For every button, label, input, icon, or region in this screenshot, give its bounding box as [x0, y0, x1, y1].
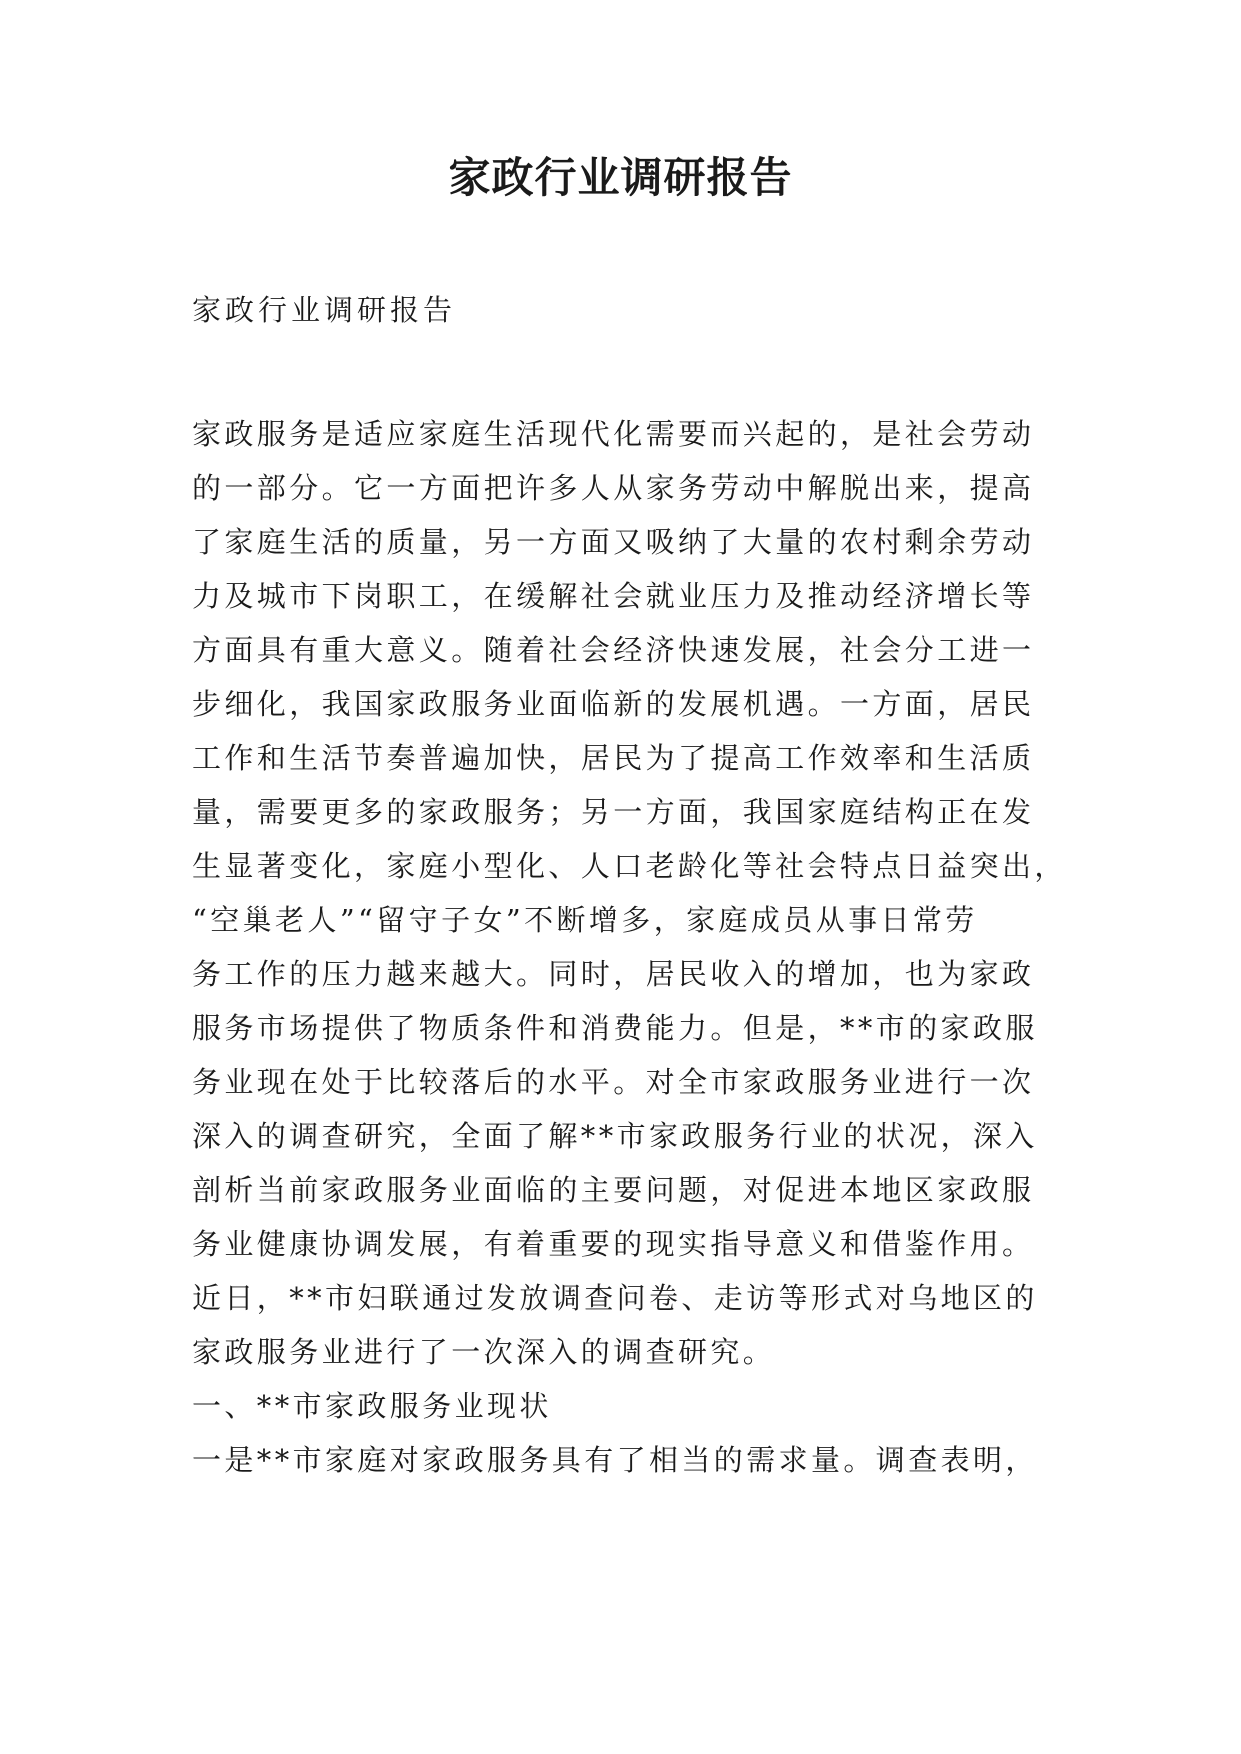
body-line: 步细化，我国家政服务业面临新的发展机遇。一方面，居民 — [192, 687, 1035, 721]
body-line: 一是**市家庭对家政服务具有了相当的需求量。调查表明， — [192, 1443, 1038, 1477]
body-line: 家政服务业进行了一次深入的调查研究。 — [192, 1335, 776, 1369]
body-line: 务业现在处于比较落后的水平。对全市家政服务业进行一次 — [192, 1065, 1035, 1099]
body-line: 力及城市下岗职工，在缓解社会就业压力及推动经济增长等 — [192, 579, 1035, 613]
body-line: 方面具有重大意义。随着社会经济快速发展，社会分工进一 — [192, 633, 1035, 667]
section-heading: 一、**市家政服务业现状 — [192, 1389, 552, 1423]
body-line: 工作和生活节奏普遍加快，居民为了提高工作效率和生活质 — [192, 741, 1035, 775]
body-line: 生显著变化，家庭小型化、人口老龄化等社会特点日益突出， — [192, 849, 1067, 883]
body-line: 量，需要更多的家政服务；另一方面，我国家庭结构正在发 — [192, 795, 1035, 829]
document-subtitle: 家政行业调研报告 — [192, 293, 457, 327]
body-line: 务工作的压力越来越大。同时，居民收入的增加，也为家政 — [192, 957, 1035, 991]
body-line: 服务市场提供了物质条件和消费能力。但是，**市的家政服 — [192, 1011, 1038, 1045]
body-line: 家政服务是适应家庭生活现代化需要而兴起的，是社会劳动 — [192, 417, 1035, 451]
body-line: “空巢老人”“留守子女”不断增多，家庭成员从事日常劳 — [192, 903, 978, 937]
document-title: 家政行业调研报告 — [448, 153, 793, 202]
body-line: 务业健康协调发展，有着重要的现实指导意义和借鉴作用。 — [192, 1227, 1035, 1261]
body-line: 剖析当前家政服务业面临的主要问题，对促进本地区家政服 — [192, 1173, 1035, 1207]
body-line: 了家庭生活的质量，另一方面又吸纳了大量的农村剩余劳动 — [192, 525, 1035, 559]
body-line: 深入的调查研究，全面了解**市家政服务行业的状况，深入 — [192, 1119, 1038, 1153]
body-line: 的一部分。它一方面把许多人从家务劳动中解脱出来，提高 — [192, 471, 1035, 505]
body-line: 近日，**市妇联通过发放调查问卷、走访等形式对乌地区的 — [192, 1281, 1038, 1315]
